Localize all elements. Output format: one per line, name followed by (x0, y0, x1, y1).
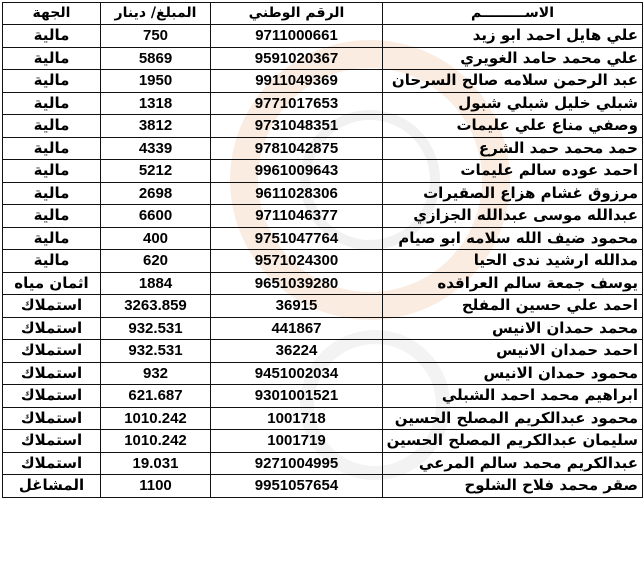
cell-name: يوسف جمعة سالم العراقده (383, 272, 643, 295)
table-row (3, 407, 643, 430)
cell-name: عبد الرحمن سلامه صالح السرحان (383, 70, 643, 93)
table-row (3, 430, 643, 453)
cell-entity: استملاك (3, 385, 101, 408)
header-amount: المبلغ/ دينار (101, 3, 211, 25)
table-row (3, 137, 643, 160)
cell-amount: 1950 (101, 70, 211, 93)
cell-name: شبلي خليل شبلي شبول (383, 92, 643, 115)
cell-national-id: 9771017653 (211, 92, 383, 115)
cell-amount: 2698 (101, 182, 211, 205)
cell-entity: استملاك (3, 340, 101, 363)
cell-national-id: 1001718 (211, 407, 383, 430)
header-entity: الجهة (3, 3, 101, 25)
cell-entity: استملاك (3, 407, 101, 430)
cell-name: مرزوق غشام هزاع الصقيرات (383, 182, 643, 205)
cell-amount: 1318 (101, 92, 211, 115)
cell-amount: 1010.242 (101, 430, 211, 453)
cell-entity: المشاغل (3, 475, 101, 498)
cell-amount: 620 (101, 250, 211, 273)
table-row (3, 25, 643, 48)
cell-name: محمود حمدان الانيس (383, 362, 643, 385)
cell-national-id: 441867 (211, 317, 383, 340)
cell-amount: 1884 (101, 272, 211, 295)
table-row (3, 115, 643, 138)
cell-amount: 19.031 (101, 452, 211, 475)
payments-table (2, 2, 643, 498)
table-row (3, 47, 643, 70)
cell-amount: 400 (101, 227, 211, 250)
cell-entity: مالية (3, 25, 101, 48)
table-row (3, 317, 643, 340)
table-row (3, 272, 643, 295)
cell-entity: مالية (3, 70, 101, 93)
cell-entity: مالية (3, 47, 101, 70)
cell-entity: مالية (3, 160, 101, 183)
cell-national-id: 9731048351 (211, 115, 383, 138)
cell-name: عبدالكريم محمد سالم المرعي (383, 452, 643, 475)
cell-amount: 4339 (101, 137, 211, 160)
table-row (3, 295, 643, 318)
header-national-id: الرقم الوطني (211, 3, 383, 25)
cell-amount: 1010.242 (101, 407, 211, 430)
table-row (3, 340, 643, 363)
cell-entity: استملاك (3, 295, 101, 318)
cell-national-id: 9751047764 (211, 227, 383, 250)
cell-entity: مالية (3, 227, 101, 250)
cell-name: صقر محمد فلاح الشلوح (383, 475, 643, 498)
cell-amount: 5869 (101, 47, 211, 70)
table-row (3, 70, 643, 93)
cell-amount: 750 (101, 25, 211, 48)
cell-national-id: 9571024300 (211, 250, 383, 273)
cell-name: علي هايل احمد ابو زيد (383, 25, 643, 48)
table-body (3, 25, 643, 498)
cell-entity: استملاك (3, 362, 101, 385)
cell-entity: مالية (3, 182, 101, 205)
table-row (3, 452, 643, 475)
cell-name: ابراهيم محمد احمد الشبلي (383, 385, 643, 408)
cell-amount: 932 (101, 362, 211, 385)
cell-entity: استملاك (3, 430, 101, 453)
cell-name: محمد حمدان الانيس (383, 317, 643, 340)
cell-national-id: 9451002034 (211, 362, 383, 385)
cell-name: احمد عوده سالم عليمات (383, 160, 643, 183)
table-row (3, 160, 643, 183)
cell-national-id: 9591020367 (211, 47, 383, 70)
cell-name: علي محمد حامد الغويري (383, 47, 643, 70)
cell-entity: مالية (3, 92, 101, 115)
cell-name: محمود ضيف الله سلامه ابو صيام (383, 227, 643, 250)
cell-amount: 932.531 (101, 340, 211, 363)
table-row (3, 362, 643, 385)
cell-amount: 1100 (101, 475, 211, 498)
table-row (3, 205, 643, 228)
cell-amount: 3812 (101, 115, 211, 138)
cell-national-id: 9611028306 (211, 182, 383, 205)
cell-name: حمد محمد حمد الشرع (383, 137, 643, 160)
cell-national-id: 9711000661 (211, 25, 383, 48)
table-row (3, 182, 643, 205)
cell-amount: 932.531 (101, 317, 211, 340)
cell-amount: 621.687 (101, 385, 211, 408)
cell-name: احمد علي حسين المفلح (383, 295, 643, 318)
cell-national-id: 9651039280 (211, 272, 383, 295)
table-header-row (3, 3, 643, 25)
cell-name: وصفي مناع علي عليمات (383, 115, 643, 138)
cell-national-id: 9781042875 (211, 137, 383, 160)
cell-entity: مالية (3, 115, 101, 138)
table-row (3, 227, 643, 250)
cell-national-id: 9911049369 (211, 70, 383, 93)
table-row (3, 385, 643, 408)
cell-national-id: 9301001521 (211, 385, 383, 408)
cell-entity: استملاك (3, 317, 101, 340)
cell-national-id: 36915 (211, 295, 383, 318)
cell-name: محمود عبدالكريم المصلح الحسين (383, 407, 643, 430)
header-name: الاســـــــــم (383, 3, 643, 25)
cell-entity: استملاك (3, 452, 101, 475)
table-row (3, 475, 643, 498)
cell-name: مدالله ارشيد ندى الحيا (383, 250, 643, 273)
cell-national-id: 1001719 (211, 430, 383, 453)
cell-national-id: 36224 (211, 340, 383, 363)
cell-national-id: 9951057654 (211, 475, 383, 498)
cell-national-id: 9961009643 (211, 160, 383, 183)
cell-amount: 6600 (101, 205, 211, 228)
table-row (3, 92, 643, 115)
cell-name: سليمان عبدالكريم المصلح الحسين (383, 430, 643, 453)
cell-national-id: 9711046377 (211, 205, 383, 228)
cell-entity: مالية (3, 250, 101, 273)
cell-entity: اثمان مياه (3, 272, 101, 295)
cell-national-id: 9271004995 (211, 452, 383, 475)
cell-name: احمد حمدان الانيس (383, 340, 643, 363)
cell-amount: 5212 (101, 160, 211, 183)
cell-entity: مالية (3, 137, 101, 160)
cell-entity: مالية (3, 205, 101, 228)
table-row (3, 250, 643, 273)
cell-name: عبدالله موسى عبدالله الجزازي (383, 205, 643, 228)
cell-amount: 3263.859 (101, 295, 211, 318)
